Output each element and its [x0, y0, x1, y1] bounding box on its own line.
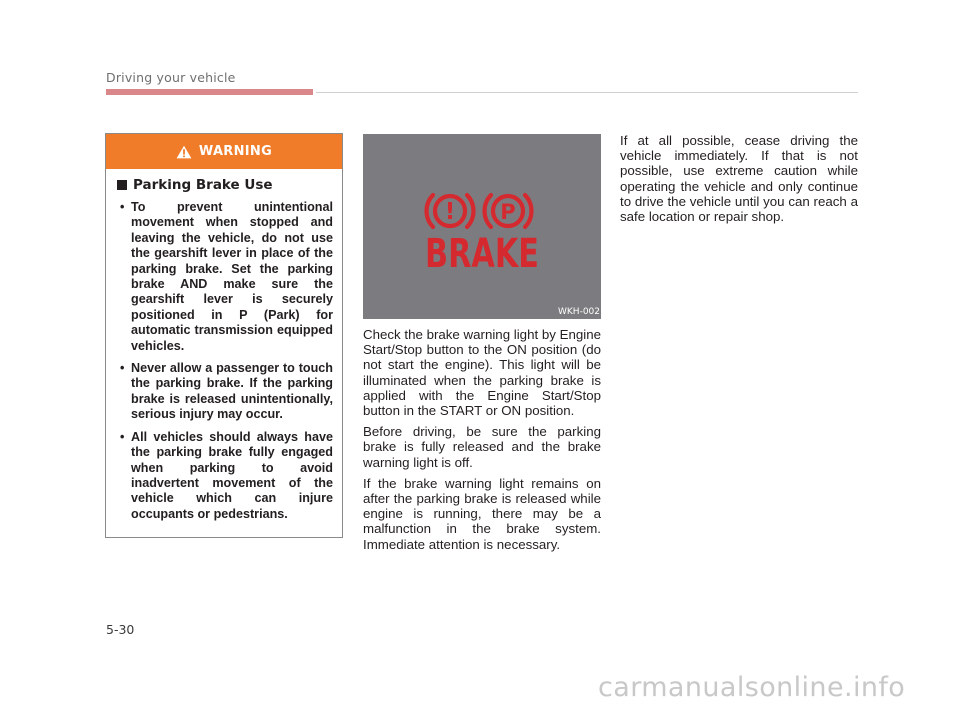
brake-warning-light-icon [363, 134, 601, 319]
warning-list [117, 200, 333, 522]
warning-box [105, 133, 343, 538]
middle-column [363, 327, 601, 558]
body-paragraph: Check the brake warning light by Engine Start/Stop button to the ON position (do not start the engine). This light will be illuminated when the parking brake is applied with the Engine Start/Stop button in the START or ON position. [363, 327, 602, 419]
bullet-dot: • [120, 361, 125, 376]
body-paragraph: If at all possible, cease driving the vehicle immediately. If that is not possible, use extreme caution while operating the vehicle and only continue to drive the vehicle until you can reach a safe location or repair shop. [620, 133, 858, 225]
warning-item-text: Never allow a passenger to touch the parking brake. If the parking brake is released unintentionally, serious injury may occur. [131, 361, 333, 422]
warning-item-text: To prevent unintentional movement when stopped and leaving the vehicle, do not use the gearshift lever in place of the parking brake. Set the parking brake AND make sure the gearshift lever is securely positioned in P (Park) for automatic transmission equipped vehicles. [131, 200, 333, 353]
right-column [620, 133, 858, 230]
page-number: 5-30 [106, 622, 135, 637]
section-title: Driving your vehicle [106, 70, 236, 85]
warning-label: WARNING [198, 144, 273, 159]
header-divider [316, 92, 858, 93]
brake-warning-light-image [363, 134, 601, 319]
warning-header [106, 134, 342, 169]
brake-symbol-exclamation: ! [444, 199, 456, 225]
warning-item [117, 430, 333, 522]
warning-item [117, 200, 333, 354]
warning-subtitle: Parking Brake Use [133, 177, 273, 193]
bullet-dot: • [120, 200, 125, 214]
body-paragraph: If the brake warning light remains on after the parking brake is released while engine is running, there may be a malfunction in the brake system. Immediate attention is necessary. [363, 475, 601, 552]
warning-subtitle-row [117, 177, 333, 193]
warning-item-text: All vehicles should always have the parking brake fully engaged when parking to avoid inadvertent movement of the vehicle which can injure occupants or pedestrians. [131, 429, 333, 521]
header-accent-rule [106, 89, 313, 95]
bullet-dot: • [120, 429, 125, 444]
brake-symbol-park: P [500, 200, 516, 224]
watermark: carmanualsonline.info [598, 672, 906, 703]
warning-item [117, 361, 333, 423]
body-paragraph: Before driving, be sure the parking brake is fully released and the brake warning light is off. [363, 424, 601, 470]
image-code: WKH-002 [558, 307, 600, 317]
brake-word: BRAKE [425, 231, 539, 277]
square-bullet-icon [117, 180, 127, 190]
warning-triangle-icon [176, 145, 192, 159]
